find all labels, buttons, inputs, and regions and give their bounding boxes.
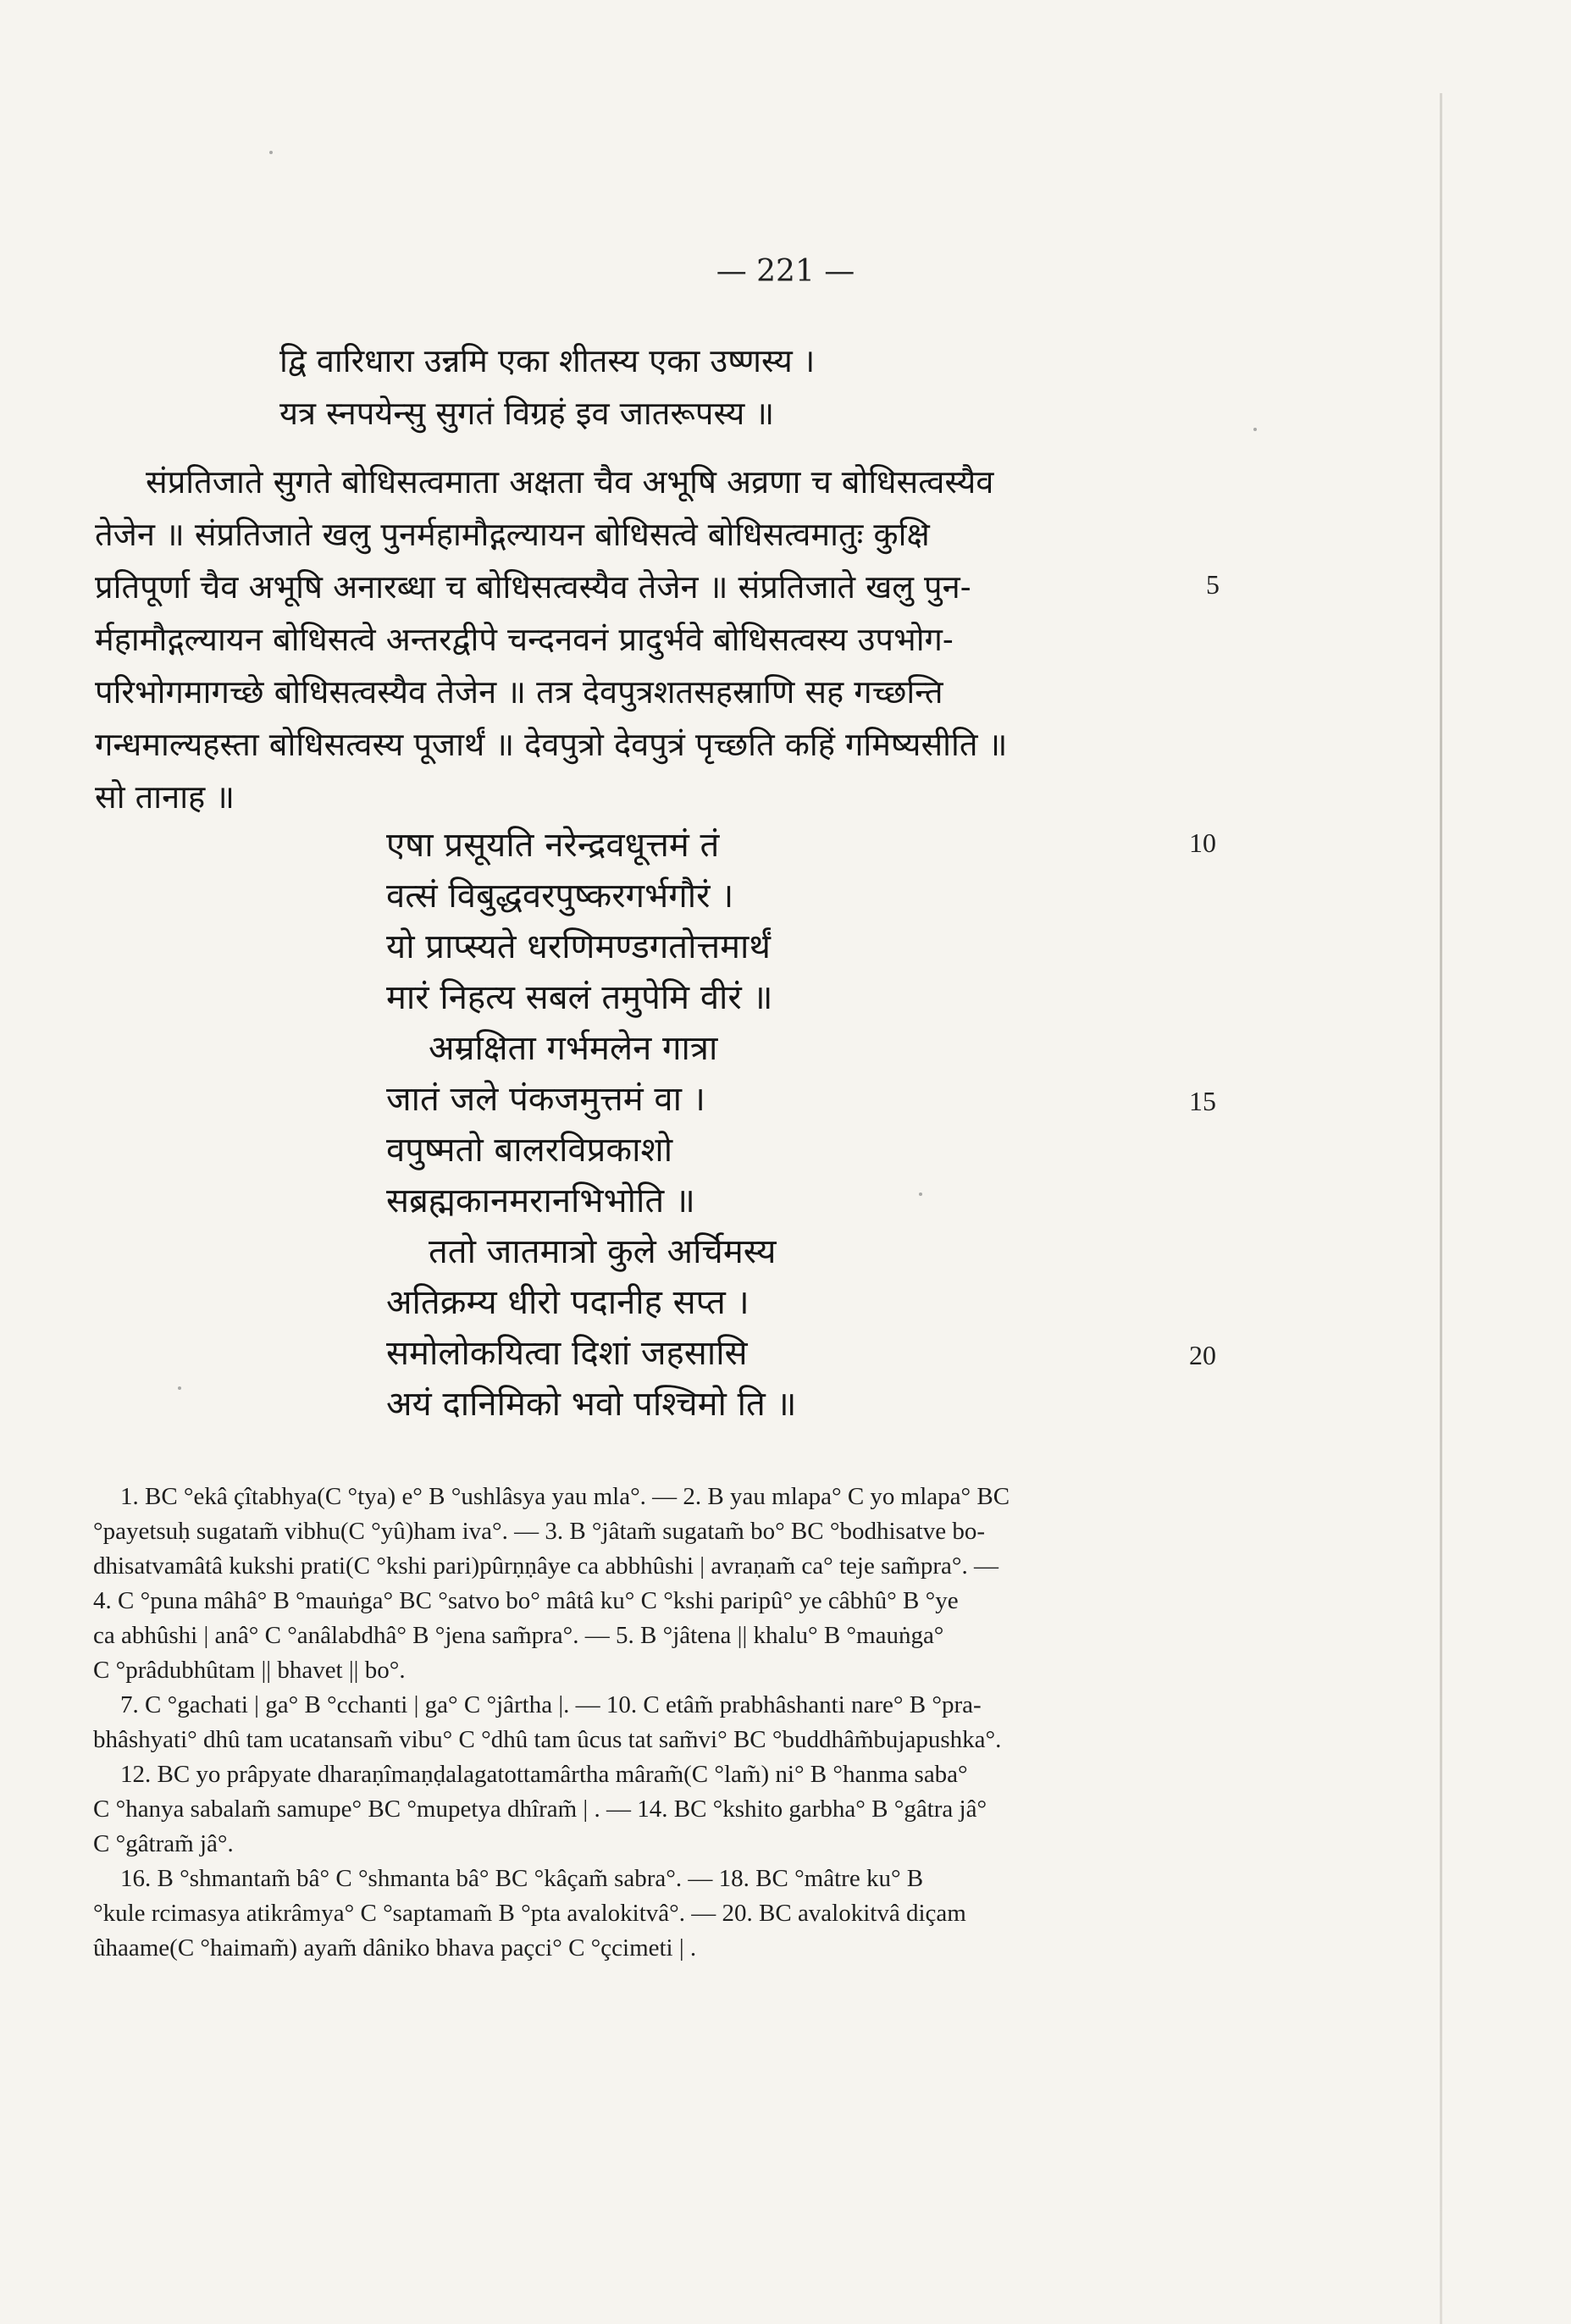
line-number-5: 5 [1206,569,1220,600]
critical-apparatus [93,1480,1245,1966]
prose-line: गन्धमाल्यहस्ता बोधिसत्वस्य पूजार्थं ॥ देवपुत्रो देवपुत्रं पृच्छति कहिं गमिष्यसीति ॥ [95,726,1008,763]
scan-speck [178,1386,181,1390]
poem-line: अतिक्रम्य धीरो पदानीह सप्त । [386,1283,750,1322]
prose-line: परिभोगमागच्छे बोधिसत्वस्यैव तेजेन ॥ तत्र देवपुत्रशतसहस्राणि सह गच्छन्ति [95,673,943,711]
poem-line: वपुष्मतो बालरविप्रकाशो [386,1131,673,1170]
verse-line: यत्र स्नपयेन्सु सुगतं विग्रहं इव जातरूपस्य ॥ [279,395,775,432]
note-line: C °gâtram̃ jâ°. [93,1830,234,1857]
scan-speck [269,151,273,154]
note-line: ca abhûshi | anâ° C °anâlabdhâ° B °jena sam̃pra°. — 5. B °jâtena || khalu° B °mauṅga° [93,1622,944,1649]
note-line: 7. C °gachati | ga° B °cchanti | ga° C °jârtha |. — 10. C etâm̃ prabhâshanti nare° B °pra- [120,1691,982,1718]
note-line: dhisatvamâtâ kukshi prati(C °kshi pari)pûrṇṇâye ca abbhûshi | avraṇam̃ ca° teje sam̃pra°. — [93,1552,998,1580]
note-line: °payetsuḥ sugatam̃ vibhu(C °yû)ham iva°. — 3. B °jâtam̃ sugatam̃ bo° BC °bodhisatve bo- [93,1518,986,1545]
scan-speck [1253,428,1257,431]
verse-stanzas [386,820,1233,1430]
poem-line: यो प्राप्स्यते धरणिमण्डगतोत्तमार्थं [386,927,771,966]
line-number-10: 10 [1189,827,1216,858]
poem-line: जातं जले पंकजमुत्तमं वा । [386,1080,705,1119]
poem-line: मारं निहत्य सबलं तमुपेमि वीरं ॥ [386,978,773,1017]
opening-verse [279,335,815,440]
page-number: — 221 — [716,254,855,289]
note-line: 12. BC yo prâpyate dharaṇîmaṇḍalagatottamârtha mâram̃(C °lam̃) ni° B °hanma saba° [120,1761,968,1788]
note-line: C °prâdubhûtam || bhavet || bo°. [93,1657,406,1684]
note-line: ûhaame(C °haimam̃) ayam̃ dâniko bhava paçci° C °çcimeti | . [93,1934,697,1962]
scan-margin-edge [1440,93,1442,2324]
poem-line: ततो जातमात्रो कुले अर्चिमस्य [429,1232,777,1271]
prose-paragraph [95,456,1230,823]
note-line: 4. C °puna mâhâ° B °mauṅga° BC °satvo bo° mâtâ ku° C °kshi paripû° ye câbhû° B °ye [93,1587,959,1614]
prose-line: प्रतिपूर्णा चैव अभूषि अनारब्धा च बोधिसत्वस्यैव तेजेन ॥ संप्रतिजाते खलु पुन- [95,568,971,606]
note-line: °kule rcimasya atikrâmya° C °saptamam̃ B °pta avalokitvâ°. — 20. BC avalokitvâ diçam [93,1900,966,1927]
note-line: 1. BC °ekâ çîtabhya(C °tya) e° B °ushlâsya yau mla°. — 2. B yau mlapa° C yo mlapa° BC [120,1483,1010,1510]
prose-line: तेजेन ॥ संप्रतिजाते खलु पुनर्महामौद्गल्यायन बोधिसत्वे बोधिसत्वमातुः कुक्षि [95,516,930,553]
line-number-15: 15 [1189,1086,1216,1116]
scan-speck [919,1192,922,1196]
line-number-20: 20 [1189,1340,1216,1370]
poem-line: वत्सं विबुद्धवरपुष्करगर्भगौरं । [386,877,734,916]
poem-line: सब्रह्मकानमरानभिभोति ॥ [386,1181,695,1220]
poem-line: अम्रक्षिता गर्भमलेन गात्रा [429,1029,718,1068]
note-line: bhâshyati° dhû tam ucatansam̃ vibu° C °dhû tam ûcus tat sam̃vi° BC °buddhâm̃bujapushka°. [93,1726,1002,1753]
poem-line: समोलोकयित्वा दिशां जहसासि [386,1334,748,1373]
note-line: 16. B °shmantam̃ bâ° C °shmanta bâ° BC °kâçam̃ sabra°. — 18. BC °mâtre ku° B [120,1865,924,1892]
note-line: C °hanya sabalam̃ samupe° BC °mupetya dhîram̃ | . — 14. BC °kshito garbha° B °gâtra jâ° [93,1796,987,1823]
poem-line: अयं दानिमिको भवो पश्चिमो ति ॥ [386,1385,797,1424]
poem-line: एषा प्रसूयति नरेन्द्रवधूत्तमं तं [386,826,720,865]
prose-line: सो तानाह ॥ [95,778,235,816]
prose-line: संप्रतिजाते सुगते बोधिसत्वमाता अक्षता चैव अभूषि अव्रणा च बोधिसत्वस्यैव [146,463,994,501]
prose-line: र्महामौद्गल्यायन बोधिसत्वे अन्तरद्वीपे चन्दनवनं प्रादुर्भवे बोधिसत्वस्य उपभोग- [95,621,954,658]
verse-line: द्वि वारिधारा उन्नमि एका शीतस्य एका उष्णस्य । [279,342,816,379]
